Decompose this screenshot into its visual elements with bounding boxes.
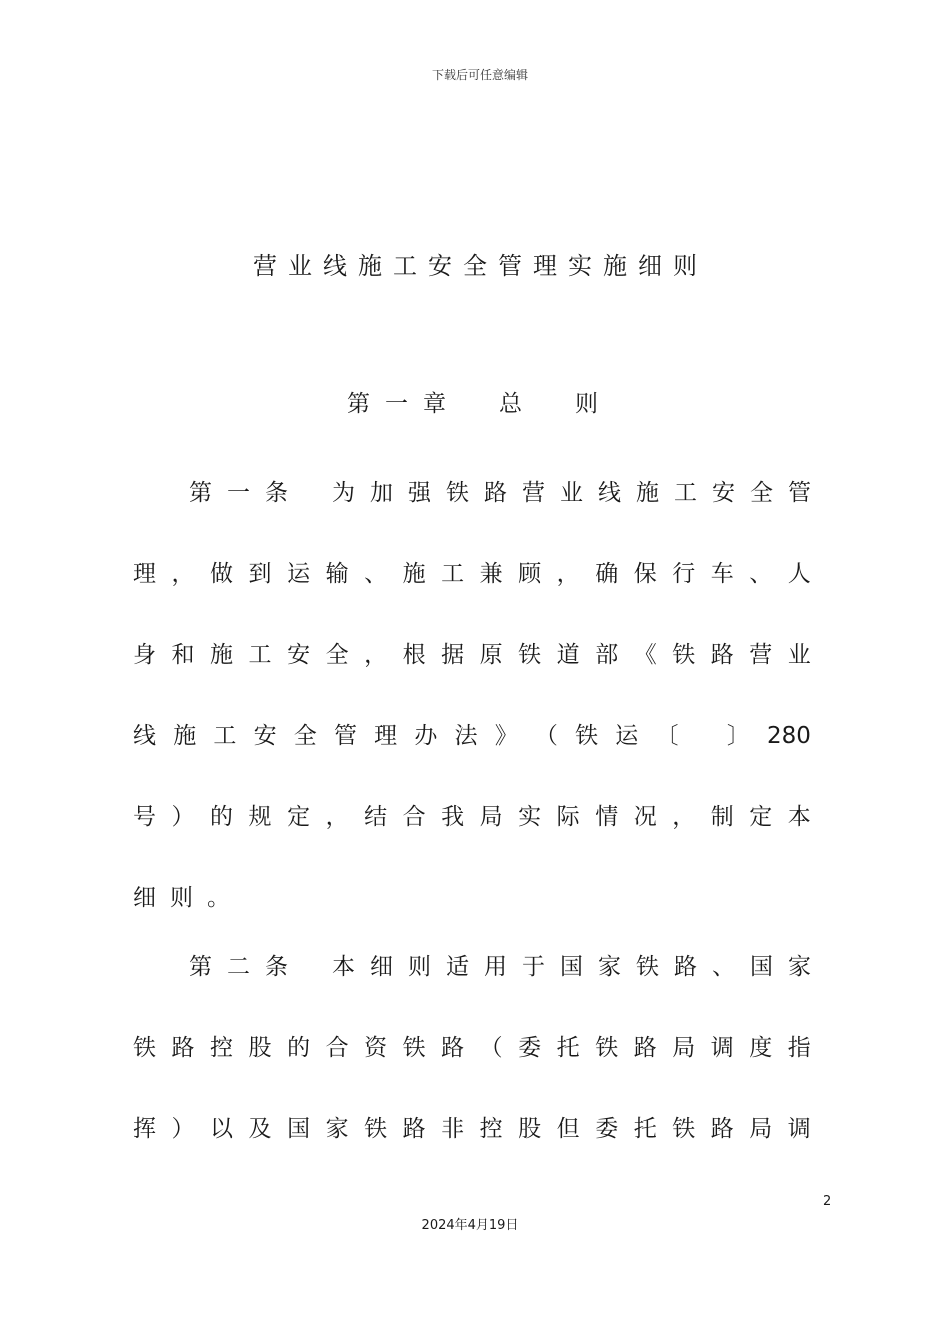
article-line: 线 施 工 安 全 管 理 办 法 》 （ 铁 运 〔 〕 280 xyxy=(133,723,811,749)
article-line: 号 ） 的 规 定 ， 结 合 我 局 实 际 情 况 ， 制 定 本 xyxy=(133,804,811,830)
chapter-heading: 第 一 章 总 则 xyxy=(347,391,598,417)
article-line: 细 则 。 xyxy=(133,885,230,911)
article-line: 理 ， 做 到 运 输 、 施 工 兼 顾 ， 确 保 行 车 、 人 xyxy=(133,561,811,587)
footer-date: 2024年4月19日 xyxy=(421,1218,519,1233)
header-note: 下载后可任意编辑 xyxy=(431,68,528,82)
article-line: 身 和 施 工 安 全 ， 根 据 原 铁 道 部 《 铁 路 营 业 xyxy=(133,642,811,668)
article-1 xyxy=(133,453,811,939)
article-line: 挥 ） 以 及 国 家 铁 路 非 控 股 但 委 托 铁 路 局 调 xyxy=(133,1116,811,1142)
article-2 xyxy=(133,927,811,1170)
page-number: 2 xyxy=(823,1194,832,1209)
article-line: 第 二 条 本 细 则 适 用 于 国 家 铁 路 、 国 家 xyxy=(189,954,811,980)
article-line: 铁 路 控 股 的 合 资 铁 路 （ 委 托 铁 路 局 调 度 指 xyxy=(133,1035,811,1061)
document-title: 营业线施工安全管理实施细则 xyxy=(253,252,708,280)
article-line: 第 一 条 为 加 强 铁 路 营 业 线 施 工 安 全 管 xyxy=(189,480,811,506)
